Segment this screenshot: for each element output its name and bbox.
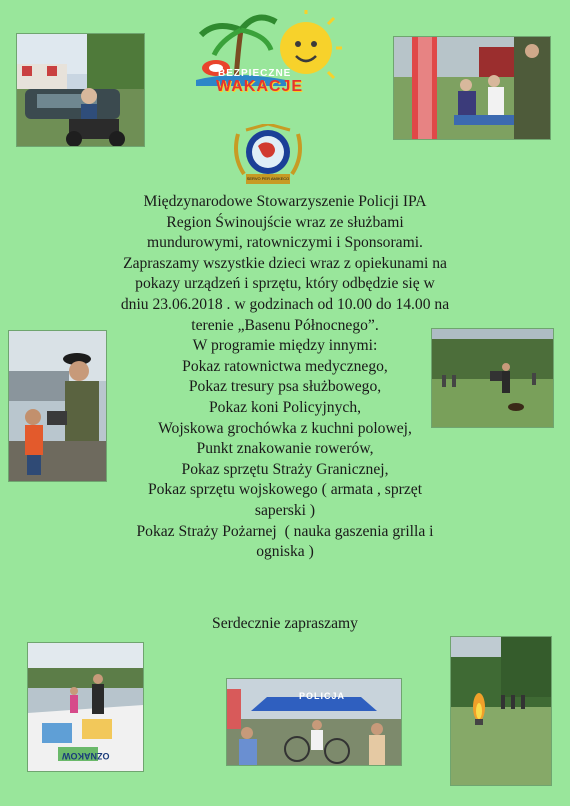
bezpieczne-wakacje-logo [196, 10, 342, 102]
mat-label: OZNAKOW [62, 751, 110, 761]
body-line: saperski ) [254, 501, 316, 519]
photo-child-on-quad [16, 33, 145, 147]
body-line: Pokaz sprzętu Straży Granicznej, [181, 460, 389, 478]
photo-child-on-quad-image [17, 34, 144, 146]
photo-bike-marking-mat [27, 642, 144, 772]
body-line: terenie „Basenu Północnego”. [191, 316, 379, 334]
closing-text: Serdecznie zapraszamy [212, 615, 358, 632]
body-line: Pokaz tresury psa służbowego, [188, 378, 382, 396]
logo-line1: BEZPIECZNE [218, 68, 292, 79]
photo-fire-demo-image [451, 637, 551, 785]
body-line: pokazy urządzeń i sprzętu, który odbędzie się w [135, 275, 435, 293]
body-line: W programie między innymi: [192, 337, 378, 355]
body-line: Pokaz ratownictwa medycznego, [182, 357, 388, 375]
body-line: Pokaz Straży Pożarnej ( nauka gaszenia grilla i [136, 522, 434, 540]
body-line: mundurowymi, ratowniczymi i Sponsorami. [147, 234, 423, 252]
photo-police-tent [226, 678, 402, 766]
photo-soldier-with-children-image [9, 331, 106, 481]
photo-dog-training-image [432, 329, 553, 427]
body-line: Pokaz sprzętu wojskowego ( armata , sprzęt [147, 481, 423, 499]
body-line: dniu 23.06.2018 . w godzinach od 10.00 do 14.00 na [120, 295, 450, 313]
photo-first-aid-demo-image [394, 37, 550, 139]
body-line: Region Świnoujście wraz ze służbami [166, 213, 404, 231]
body-line: Pokaz koni Policyjnych, [208, 398, 362, 416]
tent-label: POLICJA [299, 691, 346, 701]
body-line: Wojskowa grochówka z kuchni polowej, [158, 419, 412, 437]
photo-first-aid-demo [393, 36, 551, 140]
body-line: Międzynarodowe Stowarzyszenie Policji IPA [143, 193, 427, 210]
ipa-motto: SERVO PER AMIKECO [246, 176, 290, 181]
body-line: ogniska ) [256, 543, 314, 561]
photo-fire-demo [450, 636, 552, 786]
ipa-badge [232, 124, 304, 188]
body-line: Punkt znakowanie rowerów, [196, 440, 374, 458]
photo-soldier-with-children [8, 330, 107, 482]
logo-line2: WAKACJE [216, 78, 304, 95]
body-line: Zapraszamy wszystkie dzieci wraz z opiekunami na [123, 254, 447, 272]
photo-dog-training [431, 328, 554, 428]
